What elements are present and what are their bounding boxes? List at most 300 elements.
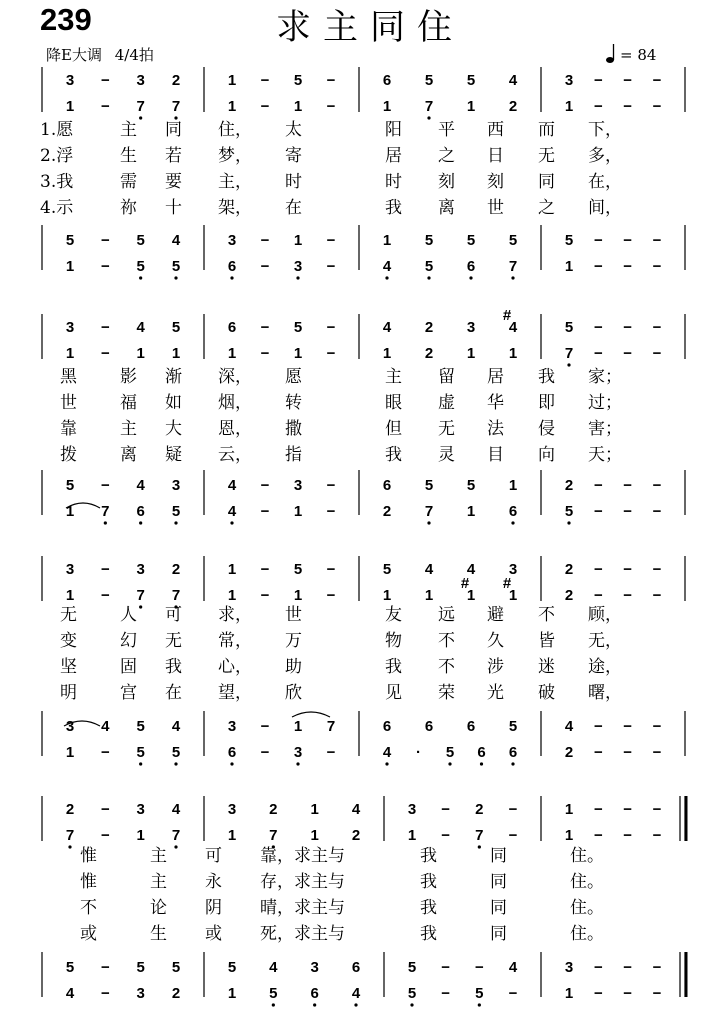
lyric-word: 在 (165, 683, 182, 703)
lyric-word: 恩， (218, 419, 252, 439)
tenor-note: 3 (293, 477, 303, 494)
bass-note: 7 (101, 503, 110, 520)
dash-symbol: − (623, 98, 633, 115)
lyric-word: 同 (538, 172, 555, 192)
alto-note: 7 (171, 827, 181, 844)
octave-dot-icon (139, 762, 142, 765)
alto-note: 1 (227, 345, 237, 362)
bass-note: 3 (293, 258, 303, 275)
lyric-word: 皆 (538, 631, 555, 651)
lyric-word: 如 (165, 393, 182, 413)
soprano-note: 3 (136, 72, 145, 89)
dash-symbol: − (623, 587, 633, 604)
bass-note: 7 (508, 258, 518, 275)
dash-symbol: − (593, 801, 603, 818)
bass-note: 6 (136, 503, 145, 520)
dash-symbol: − (260, 72, 270, 89)
alto-note: 1 (564, 827, 574, 844)
lyric-word: 下， (588, 120, 622, 140)
dash-symbol: − (100, 72, 110, 89)
lyric-word: 不 (538, 605, 555, 625)
lyric-word: 转 (285, 393, 302, 413)
dash-symbol: − (623, 258, 633, 275)
dash-symbol: − (652, 801, 662, 818)
dash-symbol: − (623, 477, 633, 494)
dash-symbol: − (260, 319, 270, 336)
lyric-word: 同 (490, 872, 507, 892)
soprano-note: 1 (310, 801, 319, 818)
lyric-word: 生 (150, 924, 167, 944)
soprano-note: 3 (65, 561, 75, 578)
lyric-word: 侵 (538, 419, 555, 439)
lyric-word: 避 (487, 605, 504, 625)
bass-note: 5 (171, 258, 181, 275)
bass-note: 5 (475, 985, 484, 1002)
soprano-note: 1 (227, 72, 237, 89)
dash-symbol: − (260, 258, 270, 275)
bass-note: 5 (564, 503, 574, 520)
lyric-word: 远 (438, 605, 455, 625)
lyric-word: 主 (150, 872, 167, 892)
bass-note: 1 (65, 503, 75, 520)
octave-dot-icon (385, 762, 388, 765)
lyric-word: 迷 (538, 657, 555, 677)
dash-symbol: − (508, 827, 518, 844)
soprano-note: 5 (293, 319, 303, 336)
bass-note: 6 (508, 503, 518, 520)
dash-symbol: − (623, 985, 633, 1002)
octave-dot-icon (272, 1003, 275, 1006)
lyric-word: 要 (165, 172, 182, 192)
octave-dot-icon (139, 605, 142, 608)
lyric-word: 人 (120, 605, 137, 625)
soprano-note: 2 (269, 801, 278, 818)
tenor-note: 5 (65, 232, 75, 249)
octave-dot-icon (313, 1003, 316, 1006)
lyric-word: 烟， (218, 393, 252, 413)
alto-note: 7 (65, 827, 75, 844)
dash-symbol: − (593, 258, 603, 275)
lyric-word: 之 (538, 198, 555, 218)
lyric-word: 住， (218, 120, 252, 140)
bass-note: 3 (136, 985, 145, 1002)
soprano-note: 3 (564, 72, 574, 89)
dash-symbol: − (100, 561, 110, 578)
octave-dot-icon (567, 521, 570, 524)
dash-symbol: − (441, 801, 451, 818)
dash-symbol: − (260, 232, 270, 249)
dash-symbol: − (623, 801, 633, 818)
bass-note: 6 (227, 258, 237, 275)
dash-symbol: − (260, 718, 270, 735)
dash-symbol: − (623, 718, 633, 735)
octave-dot-icon (174, 521, 177, 524)
octave-dot-icon (410, 1003, 413, 1006)
lyric-word: 住。 (570, 872, 604, 892)
tenor-note: 5 (171, 959, 181, 976)
dash-symbol: − (652, 98, 662, 115)
octave-dot-icon (230, 762, 233, 765)
lyric-word: 西 (487, 120, 504, 140)
bass-note: 5 (424, 258, 434, 275)
dash-symbol: − (623, 232, 633, 249)
lyric-word: 望， (218, 683, 252, 703)
soprano-note: 4 (466, 561, 476, 578)
lyric-word: 云， (218, 445, 252, 465)
dash-symbol: − (623, 503, 633, 520)
octave-dot-icon (448, 762, 451, 765)
tenor-note: 5 (407, 959, 417, 976)
tenor-note: 5 (466, 477, 476, 494)
lyric-word: 世 (487, 198, 504, 218)
lyric-word: 无， (588, 631, 622, 651)
lyric-word: 我 (420, 924, 437, 944)
tenor-note: 5 (65, 477, 75, 494)
dash-symbol: − (508, 801, 518, 818)
lyric-word: 不 (438, 631, 455, 651)
lyric-word: 需 (120, 172, 137, 192)
alto-note: 1 (171, 345, 181, 362)
lyric-word: 目 (487, 445, 504, 465)
octave-dot-icon (230, 276, 233, 279)
bass-note: 6 (508, 744, 518, 761)
lyric-word: 福 (120, 393, 137, 413)
bass-note: 3 (293, 744, 303, 761)
lyric-word: 十 (165, 198, 182, 218)
alto-note: 1 (508, 587, 518, 604)
dash-symbol: − (260, 503, 270, 520)
soprano-note: 4 (351, 801, 361, 818)
alto-note: 1 (407, 827, 417, 844)
soprano-note: 3 (466, 319, 476, 336)
soprano-note: 2 (171, 72, 181, 89)
dash-symbol: − (593, 98, 603, 115)
alto-note: 7 (136, 98, 145, 115)
alto-note: 1 (136, 827, 145, 844)
bass-note: 4 (351, 985, 361, 1002)
dash-symbol: − (326, 232, 336, 249)
soprano-note: 2 (424, 319, 434, 336)
octave-dot-icon (427, 521, 430, 524)
dash-symbol: − (593, 345, 603, 362)
dash-symbol: − (623, 744, 633, 761)
alto-note: 7 (424, 98, 434, 115)
alto-note: 1 (466, 345, 476, 362)
octave-dot-icon (511, 762, 514, 765)
alto-note: 1 (65, 587, 75, 604)
lyric-word: 若 (165, 146, 182, 166)
alto-note: 7 (171, 587, 181, 604)
alto-note: 7 (136, 587, 145, 604)
dash-symbol: − (100, 744, 110, 761)
sharp-icon: # (502, 575, 512, 592)
dash-symbol: − (260, 98, 270, 115)
dash-symbol: − (623, 561, 633, 578)
soprano-note: 2 (475, 801, 484, 818)
lyric-word: 助 (285, 657, 302, 677)
lyric-word: 世 (285, 605, 302, 625)
sharp-icon: # (460, 575, 470, 592)
soprano-note: 4 (171, 801, 181, 818)
dash-symbol: − (326, 345, 336, 362)
tenor-note: 5 (508, 232, 518, 249)
tenor-note: 1 (293, 718, 303, 735)
octave-dot-icon (230, 521, 233, 524)
dash-symbol: − (623, 959, 633, 976)
tenor-note: 6 (351, 959, 361, 976)
lyric-word: 即 (538, 393, 555, 413)
lyric-word: 永 (205, 872, 222, 892)
alto-note: 1 (136, 345, 145, 362)
octave-dot-icon (480, 762, 483, 765)
dash-symbol: − (593, 587, 603, 604)
lyric-word: 无 (165, 631, 182, 651)
dash-symbol: − (260, 477, 270, 494)
lyric-word: 无 (538, 146, 555, 166)
soprano-note: 4 (508, 72, 518, 89)
alto-note: 1 (65, 98, 75, 115)
soprano-note: 3 (508, 561, 518, 578)
soprano-note: 1 (227, 561, 237, 578)
lyric-word: 害； (588, 419, 622, 439)
alto-note: 1 (424, 587, 434, 604)
tenor-note: 1 (293, 232, 303, 249)
lyric-word: 渐 (165, 367, 182, 387)
bass-note: 5 (171, 503, 181, 520)
bass-note: 5 (171, 744, 181, 761)
octave-dot-icon (385, 276, 388, 279)
soprano-note: 2 (65, 801, 75, 818)
bass-note: 6 (310, 985, 319, 1002)
lyric-word: 万 (285, 631, 302, 651)
alto-note: 2 (508, 98, 518, 115)
lyric-word: 1.愿 (40, 120, 74, 140)
lyric-word: 物 (385, 631, 402, 651)
lyric-word: 大 (165, 419, 182, 439)
lyric-word: 我 (538, 367, 555, 387)
lyric-word: 阴 (205, 898, 222, 918)
octave-dot-icon (511, 276, 514, 279)
lyric-word: 住。 (570, 898, 604, 918)
lyric-word: 向 (538, 445, 555, 465)
bass-note: 2 (382, 503, 392, 520)
tenor-note: 4 (508, 959, 518, 976)
dash-symbol: − (593, 985, 603, 1002)
tenor-note: 5 (136, 232, 145, 249)
key-time-signature: 降E大调 4/4拍 (46, 46, 154, 64)
lyric-word: 同 (165, 120, 182, 140)
octave-dot-icon (478, 845, 481, 848)
tenor-note: 6 (382, 477, 392, 494)
alto-note: 1 (65, 345, 75, 362)
dash-symbol: − (623, 827, 633, 844)
dash-symbol: − (652, 503, 662, 520)
hymn-title: 求主同住 (275, 8, 464, 48)
lyric-word: 无 (60, 605, 77, 625)
tenor-note: 6 (466, 718, 476, 735)
dash-symbol: − (100, 959, 110, 976)
bass-note: 4 (382, 258, 392, 275)
dash-symbol: − (326, 561, 336, 578)
lyric-word: 多， (588, 146, 622, 166)
lyric-word: 无 (438, 419, 455, 439)
lyric-word: 祢 (120, 198, 137, 218)
dash-symbol: − (652, 232, 662, 249)
dash-symbol: − (326, 258, 336, 275)
lyric-word: 曙， (588, 683, 622, 703)
lyric-word: 变 (60, 631, 77, 651)
lyric-word: 心， (218, 657, 252, 677)
dash-symbol: − (100, 801, 110, 818)
dash-symbol: − (652, 959, 662, 976)
bass-note: 2 (171, 985, 181, 1002)
lyric-word: 不 (80, 898, 97, 918)
dash-symbol: − (593, 718, 603, 735)
lyric-word: 同 (490, 846, 507, 866)
lyric-word: 离 (438, 198, 455, 218)
dash-symbol: − (652, 258, 662, 275)
lyric-word: 3.我 (40, 172, 74, 192)
octave-dot-icon (104, 521, 107, 524)
bass-note: 5 (269, 985, 278, 1002)
lyric-word: 在 (285, 198, 302, 218)
lyric-word: 眼 (385, 393, 402, 413)
lyric-word: 居 (385, 146, 402, 166)
tenor-note: 5 (424, 477, 434, 494)
alto-note: 1 (227, 587, 237, 604)
soprano-note: 3 (136, 801, 145, 818)
lyric-word: 灵 (438, 445, 455, 465)
dash-symbol: − (652, 744, 662, 761)
dash-symbol: − (623, 319, 633, 336)
dash-symbol: − (508, 985, 518, 1002)
dash-symbol: − (441, 959, 451, 976)
lyric-word: 光 (487, 683, 504, 703)
alto-note: 7 (475, 827, 484, 844)
alto-note: 1 (382, 587, 392, 604)
alto-note: 1 (466, 587, 476, 604)
octave-dot-icon (296, 276, 299, 279)
dash-symbol: − (326, 744, 336, 761)
lyric-word: 住。 (570, 846, 604, 866)
dash-symbol: − (623, 72, 633, 89)
lyric-word: 我 (385, 198, 402, 218)
lyric-word: 友 (385, 605, 402, 625)
hymn-number: 239 (40, 2, 92, 37)
tenor-note: 6 (382, 718, 392, 735)
dash-symbol: − (441, 985, 451, 1002)
bass-note: 2 (564, 744, 574, 761)
lyric-word: 撒 (285, 419, 302, 439)
lyric-word: 我 (385, 657, 402, 677)
soprano-note: 3 (227, 801, 237, 818)
lyric-word: 我 (420, 872, 437, 892)
lyric-word: 日 (487, 146, 504, 166)
tenor-note: 5 (466, 232, 476, 249)
dash-symbol: − (260, 345, 270, 362)
octave-dot-icon (139, 116, 142, 119)
soprano-note: 3 (65, 319, 75, 336)
tenor-note: 7 (326, 718, 336, 735)
soprano-note: 4 (136, 319, 145, 336)
dash-symbol: − (326, 477, 336, 494)
alto-note: 7 (564, 345, 574, 362)
lyric-word: 之 (438, 146, 455, 166)
dash-symbol: − (100, 345, 110, 362)
lyric-word: 刻 (487, 172, 504, 192)
dash-symbol: − (260, 587, 270, 604)
soprano-note: 5 (564, 319, 574, 336)
tenor-note: 5 (65, 959, 75, 976)
dot-symbol: · (416, 744, 421, 761)
alto-note: 2 (564, 587, 574, 604)
tempo-value: = 84 (620, 46, 657, 64)
soprano-note: 2 (564, 561, 574, 578)
alto-note: 1 (293, 587, 303, 604)
lyric-word: 我 (165, 657, 182, 677)
alto-note: 1 (310, 827, 319, 844)
lyric-word: 在， (588, 172, 622, 192)
soprano-note: 1 (564, 801, 574, 818)
alto-note: 2 (351, 827, 361, 844)
dash-symbol: − (326, 72, 336, 89)
lyric-word: 或 (205, 924, 222, 944)
dash-symbol: − (326, 98, 336, 115)
tenor-note: 5 (136, 959, 145, 976)
lyric-word: 影 (120, 367, 137, 387)
tenor-note: 6 (424, 718, 434, 735)
octave-dot-icon (427, 276, 430, 279)
lyric-word: 深， (218, 367, 252, 387)
lyric-word: 离 (120, 445, 137, 465)
soprano-note: 6 (227, 319, 237, 336)
octave-dot-icon (174, 276, 177, 279)
bass-note: 1 (227, 985, 237, 1002)
dash-symbol: − (623, 345, 633, 362)
dash-symbol: − (100, 477, 110, 494)
bass-note: 1 (564, 258, 574, 275)
dash-symbol: − (593, 503, 603, 520)
lyric-word: 同 (490, 898, 507, 918)
octave-dot-icon (174, 762, 177, 765)
lyric-word: 主， (218, 172, 252, 192)
lyric-word: 太 (285, 120, 302, 140)
dash-symbol: − (652, 319, 662, 336)
lyric-word: 主 (120, 419, 137, 439)
lyric-word: 寄 (285, 146, 302, 166)
lyric-word: 平 (438, 120, 455, 140)
lyric-word: 4.示 (40, 198, 74, 218)
tenor-note: 3 (65, 718, 75, 735)
lyric-word: 我 (420, 898, 437, 918)
dash-symbol: − (652, 587, 662, 604)
dash-symbol: − (326, 319, 336, 336)
lyric-word: 时 (385, 172, 402, 192)
alto-note: 1 (227, 98, 237, 115)
dash-symbol: − (652, 561, 662, 578)
soprano-note: 6 (382, 72, 392, 89)
lyric-word: 留 (438, 367, 455, 387)
octave-dot-icon (296, 762, 299, 765)
octave-dot-icon (354, 1003, 357, 1006)
lyric-word: 或 (80, 924, 97, 944)
octave-dot-icon (469, 276, 472, 279)
lyric-word: 梦， (218, 146, 252, 166)
bass-note: 4 (382, 744, 392, 761)
lyric-word: 幻 (120, 631, 137, 651)
dash-symbol: − (100, 587, 110, 604)
tenor-note: 5 (508, 718, 518, 735)
